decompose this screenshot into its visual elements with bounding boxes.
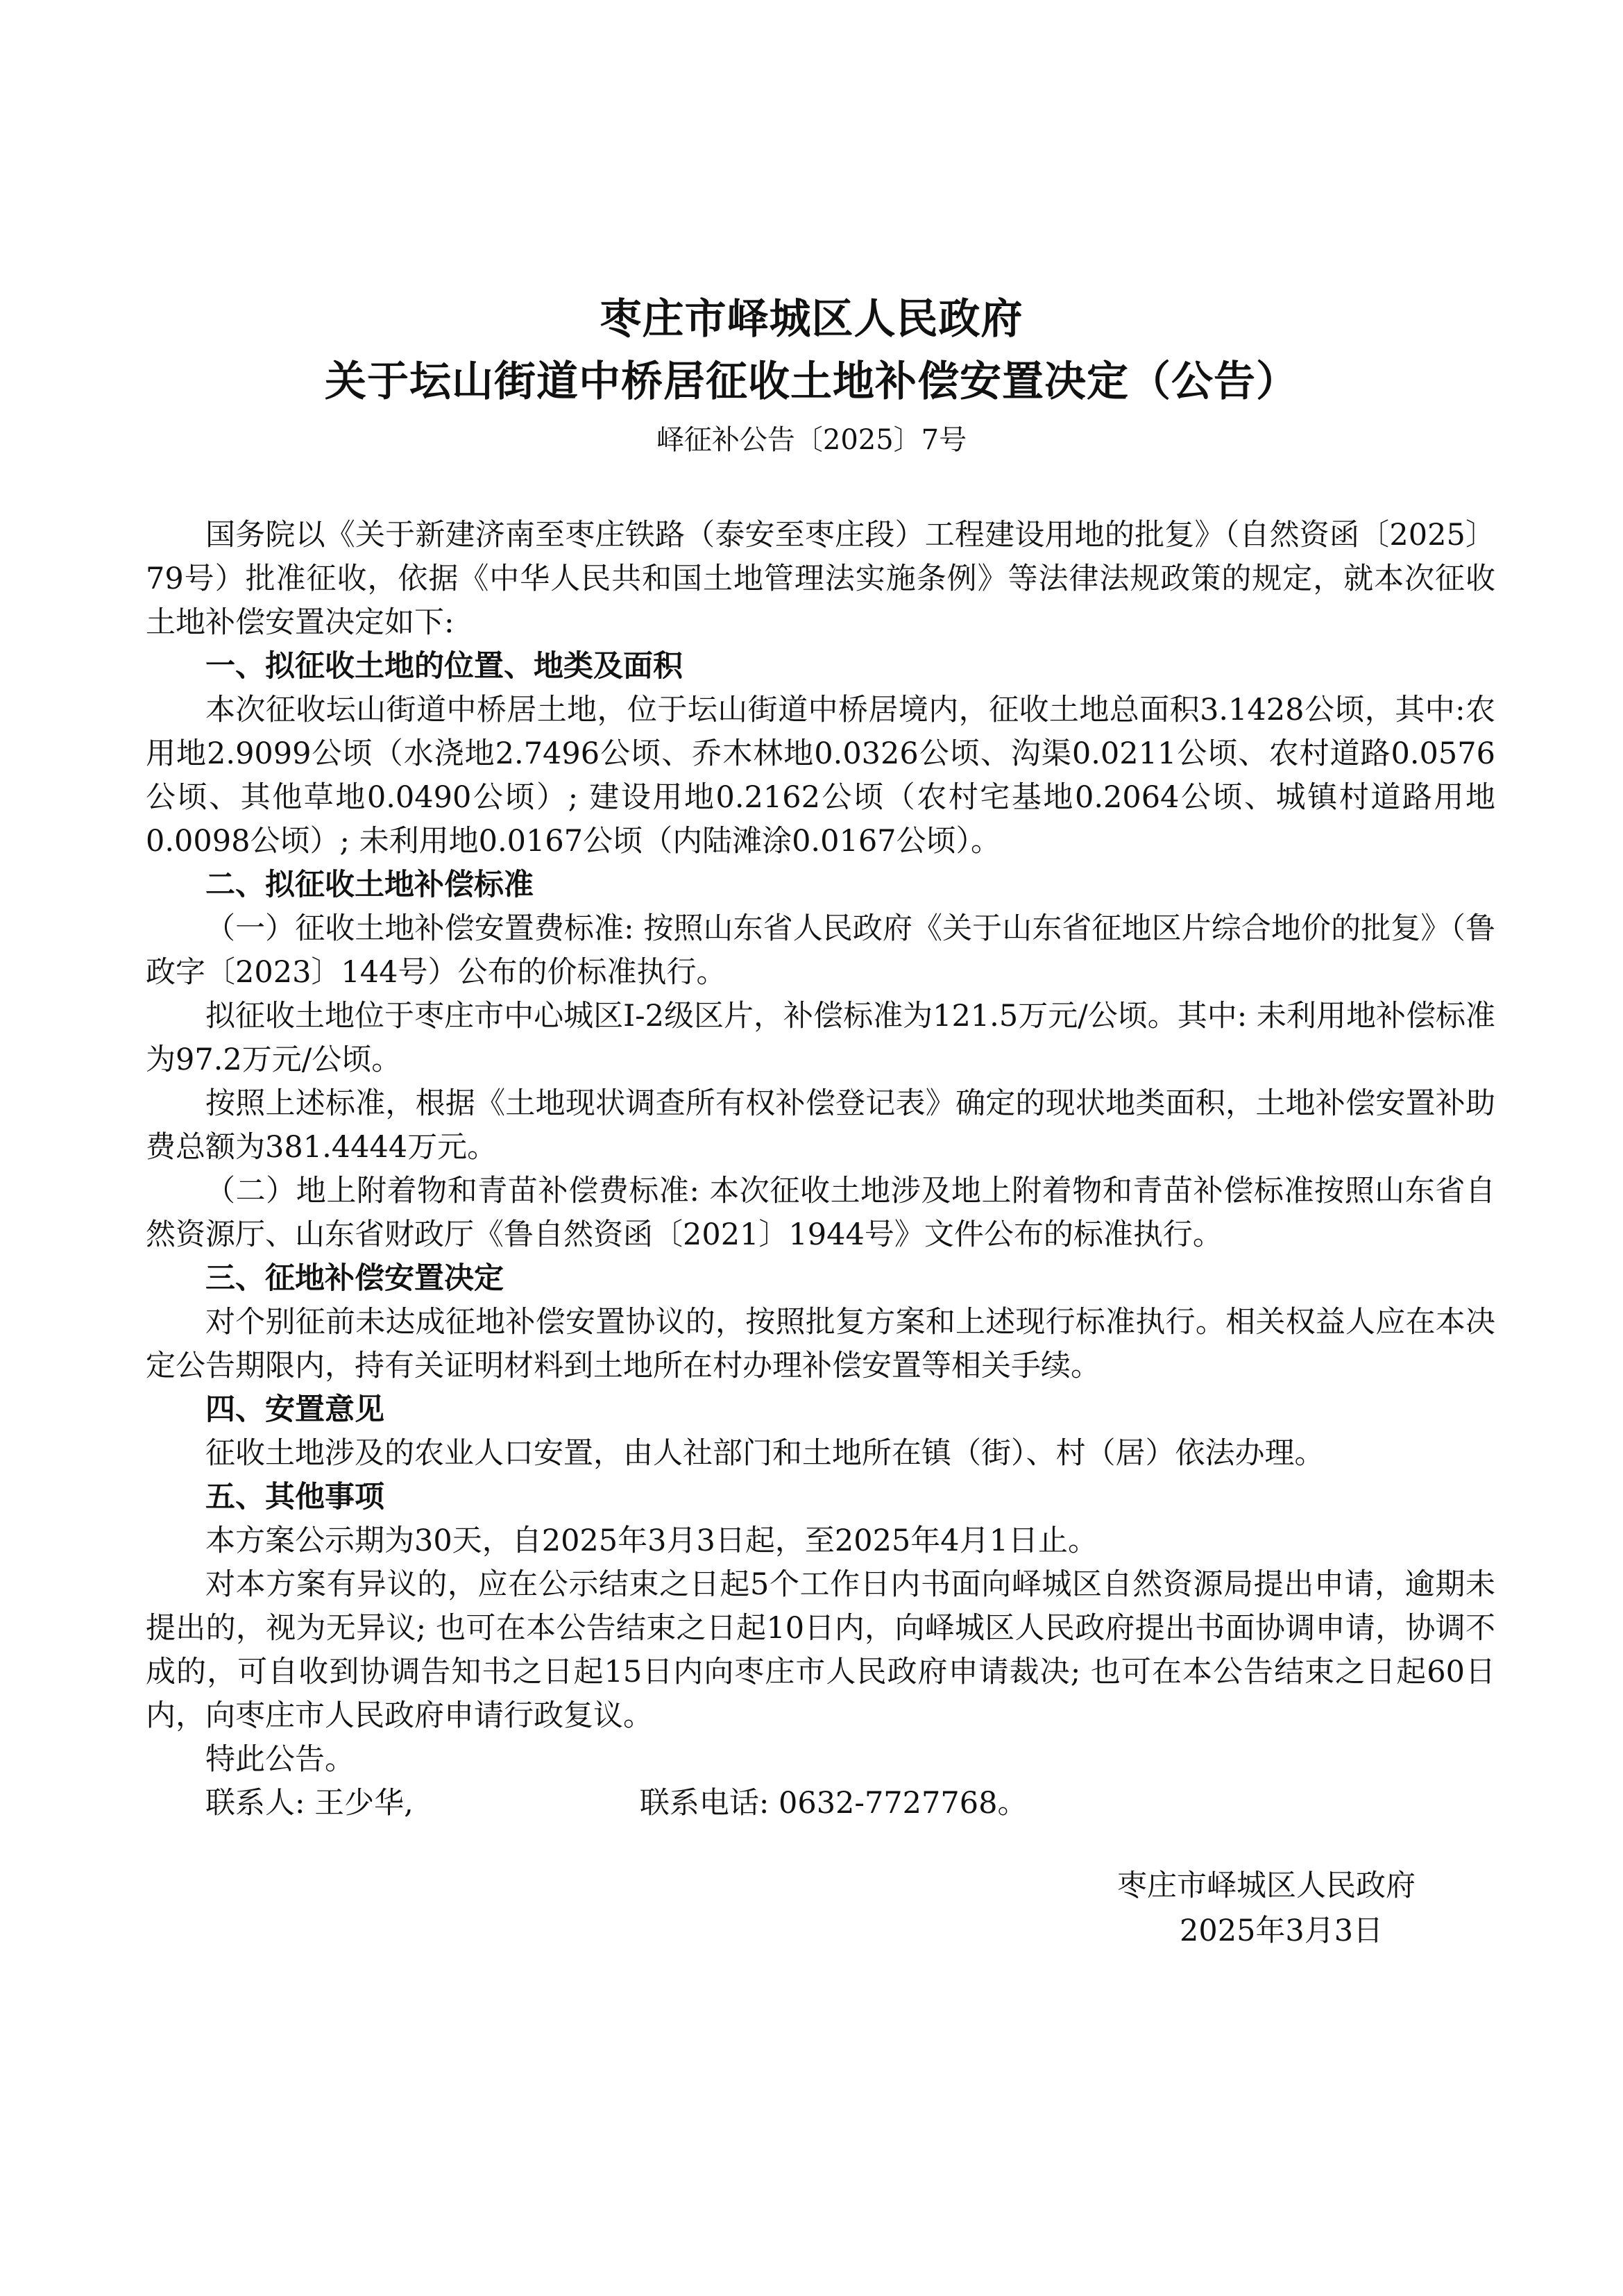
section5-paragraph-1: 本方案公示期为30天，自2025年3月3日起，至2025年4月1日止。 [205,1523,1098,1558]
document-title-line2: 关于坛山街道中桥居征收土地补偿安置决定（公告） [325,357,1298,406]
section2-paragraph-2: 拟征收土地位于枣庄市中心城区I-2级区片，补偿标准为121.5万元/公顷。其中: 未利用地补偿标准为97.2万元/公顷。 [146,999,1495,1077]
section5-heading: 五、其他事项 [205,1480,384,1514]
contact-person: 联系人: 王少华, [205,1786,414,1821]
section4-heading: 四、安置意见 [205,1392,384,1427]
document-title-line1: 枣庄市峄城区人民政府 [600,295,1023,344]
section2-heading: 二、拟征收土地补偿标准 [205,868,534,902]
closing-paragraph: 特此公告。 [205,1742,355,1777]
section1-heading: 一、拟征收土地的位置、地类及面积 [205,649,683,684]
section3-paragraph: 对个别征前未达成征地补偿安置协议的，按照批复方案和上述现行标准执行。相关权益人应在本决定公告期限内，持有关证明材料到土地所在村办理补偿安置等相关手续。 [146,1305,1495,1383]
contact-phone: 联系电话: 0632-7727768。 [639,1786,1028,1821]
document-body [146,514,1495,1825]
section2-paragraph-4: （二）地上附着物和青苗补偿费标准: 本次征收土地涉及地上附着物和青苗补偿标准按照山东省自然资源厅、山东省财政厅《鲁自然资函〔2021〕1944号》文件公布的标准执行。 [146,1174,1495,1252]
section2-paragraph-3: 按照上述标准，根据《土地现状调查所有权补偿登记表》确定的现状地类面积，土地补偿安置补助费总额为381.4444万元。 [146,1086,1495,1165]
contact-line [146,1782,1495,1825]
document-number: 峄征补公告〔2025〕7号 [656,424,967,456]
section5-paragraph-2: 对本方案有异议的，应在公示结束之日起5个工作日内书面向峄城区自然资源局提出申请，逾期未提出的，视为无异议; 也可在本公告结束之日起10日内，向峄城区人民政府提出书面协调申请，协调不成的，可自收到协调告知书之日起15日内向枣庄市人民政府申请裁决; 也可在本公告结束之日起60日内，向枣庄市人民政府申请行政复议。 [146,1567,1495,1733]
section1-paragraph: 本次征收坛山街道中桥居土地，位于坛山街道中桥居境内，征收土地总面积3.1428公顷，其中:农用地2.9099公顷（水浇地2.7496公顷、乔木林地0.0326公顷、沟渠0.0211公顷、农村道路0.0576公顷、其他草地0.0490公顷）; 建设用地0.2162公顷（农村宅基地0.2064公顷、城镇村道路用地0.0098公顷）; 未利用地0.0167公顷（内陆滩涂0.0167公顷）。 [146,693,1495,859]
signature-organization: 枣庄市峄城区人民政府 [1117,1868,1416,1903]
section4-paragraph: 征收土地涉及的农业人口安置，由人社部门和土地所在镇（街）、村（居）依法办理。 [205,1436,1325,1471]
section3-heading: 三、征地补偿安置决定 [205,1261,504,1296]
section2-paragraph-1: （一）征收土地补偿安置费标准: 按照山东省人民政府《关于山东省征地区片综合地价的批复》（鲁政字〔2023〕144号）公布的价标准执行。 [146,911,1495,990]
signature-date: 2025年3月3日 [1180,1914,1384,1948]
intro-paragraph: 国务院以《关于新建济南至枣庄铁路（泰安至枣庄段）工程建设用地的批复》（自然资函〔2025〕79号）批准征收，依据《中华人民共和国土地管理法实施条例》等法律法规政策的规定，就本次征收土地补偿安置决定如下: [146,518,1495,640]
